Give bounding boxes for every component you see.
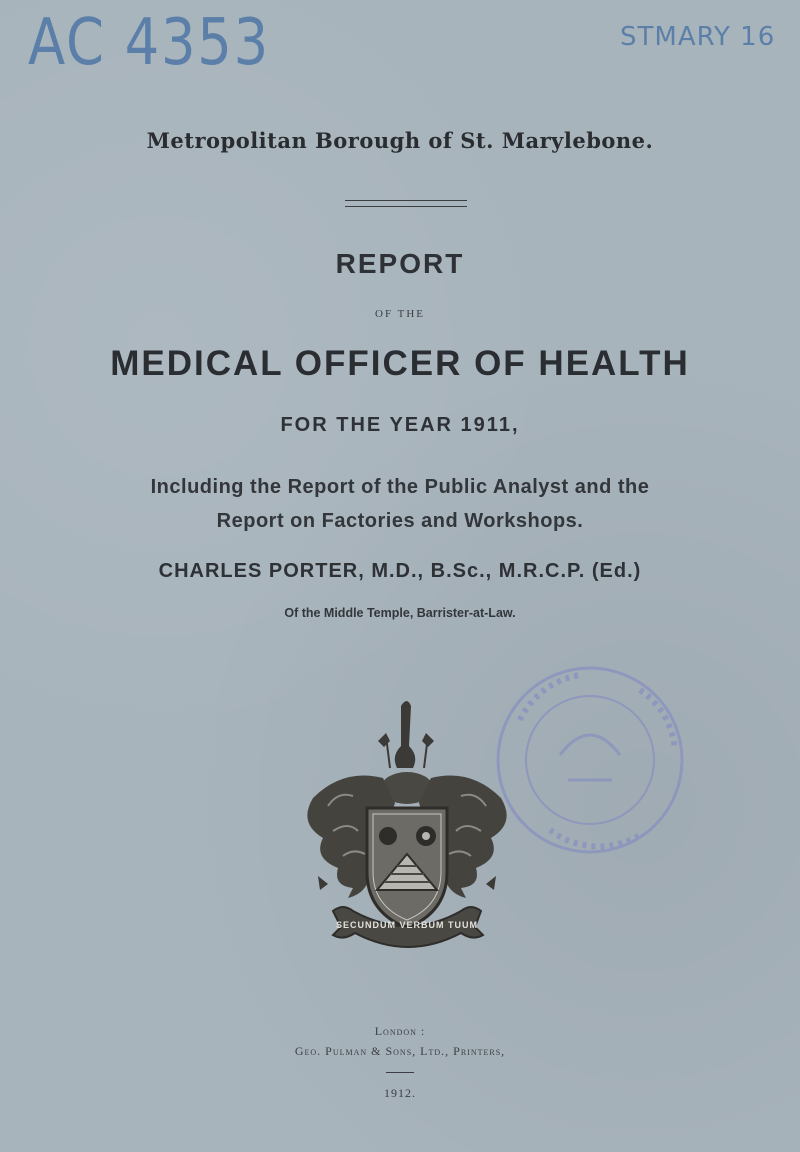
of-the-label: OF THE — [375, 308, 425, 320]
includes-note — [0, 470, 800, 538]
report-title: REPORT — [335, 248, 465, 279]
includes-line-1: Including the Report of the Public Analyst and the — [150, 476, 650, 498]
library-stamp-icon — [490, 660, 690, 860]
imprint-year: 1912. — [384, 1086, 416, 1100]
crest-motto: SECUNDUM VERBUM TUUM — [336, 920, 478, 930]
imprint-printer: Geo. Pulman & Sons, Ltd., Printers, — [294, 1044, 506, 1058]
author-affiliation: Of the Middle Temple, Barrister-at-Law. — [284, 606, 516, 620]
author-name: CHARLES PORTER, M.D., B.Sc., M.R.C.P. (Ed.) — [158, 560, 642, 582]
coat-of-arms-icon — [298, 696, 516, 956]
borough-heading: Metropolitan Borough of St. Marylebone. — [146, 128, 654, 153]
imprint-place: London : — [374, 1024, 426, 1038]
report-year: FOR THE YEAR 1911, — [280, 414, 520, 436]
office-title: MEDICAL OFFICER OF HEALTH — [110, 344, 690, 383]
short-rule-divider — [386, 1072, 414, 1073]
accession-number: AC 4353 — [28, 6, 270, 80]
shelf-mark: STMARY 16 — [620, 22, 776, 52]
double-rule-divider — [345, 200, 467, 207]
includes-line-2: Report on Factories and Workshops. — [216, 510, 584, 532]
